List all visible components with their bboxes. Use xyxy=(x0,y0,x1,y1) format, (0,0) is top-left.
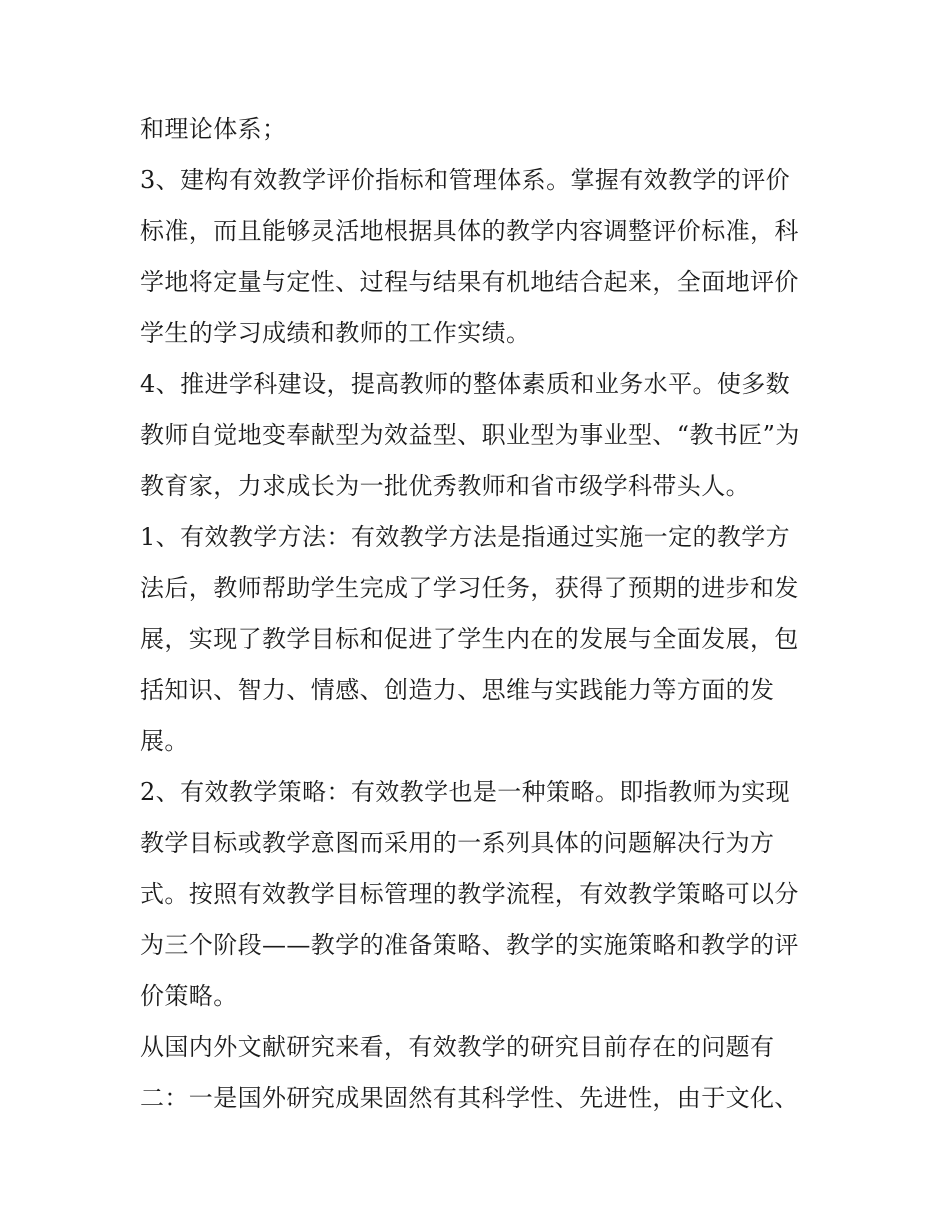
text-line-8: 教育家，力求成长为一批优秀教师和省市级学科带头人。 xyxy=(140,472,750,500)
text-line-18: 价策略。 xyxy=(140,982,238,1010)
text-line-19: 从国内外文献研究来看，有效教学的研究目前存在的问题有 xyxy=(140,1033,775,1061)
text-line-6: 4、推进学科建设，提高教师的整体素质和业务水平。使多数 xyxy=(140,370,791,398)
text-line-11: 展，实现了教学目标和促进了学生内在的发展与全面发展，包 xyxy=(140,625,799,653)
text-line-7: 教师自觉地变奉献型为效益型、职业型为事业型、“教书匠”为 xyxy=(140,421,800,449)
text-line-14: 2、有效教学策略：有效教学也是一种策略。即指教师为实现 xyxy=(140,778,791,806)
text-line-9: 1、有效教学方法：有效教学方法是指通过实施一定的教学方 xyxy=(140,523,791,551)
text-line-4: 学地将定量与定性、过程与结果有机地结合起来，全面地评价 xyxy=(140,268,799,296)
text-line-10: 法后，教师帮助学生完成了学习任务，获得了预期的进步和发 xyxy=(140,574,799,602)
document-page xyxy=(140,104,820,1124)
text-line-16: 式。按照有效教学目标管理的教学流程，有效教学策略可以分 xyxy=(140,880,799,908)
text-line-17: 为三个阶段——教学的准备策略、教学的实施策略和教学的评 xyxy=(140,931,799,959)
text-line-1: 和理论体系； xyxy=(140,115,287,143)
text-line-15: 教学目标或教学意图而采用的一系列具体的问题解决行为方 xyxy=(140,829,775,857)
text-line-5: 学生的学习成绩和教师的工作实绩。 xyxy=(140,319,531,347)
text-line-20: 二：一是国外研究成果固然有其科学性、先进性，由于文化、 xyxy=(140,1084,799,1112)
text-line-3: 标准，而且能够灵活地根据具体的教学内容调整评价标准，科 xyxy=(140,217,799,245)
text-line-12: 括知识、智力、情感、创造力、思维与实践能力等方面的发 xyxy=(140,676,775,704)
text-line-13: 展。 xyxy=(140,727,189,755)
text-line-2: 3、建构有效教学评价指标和管理体系。掌握有效教学的评价 xyxy=(140,166,791,194)
